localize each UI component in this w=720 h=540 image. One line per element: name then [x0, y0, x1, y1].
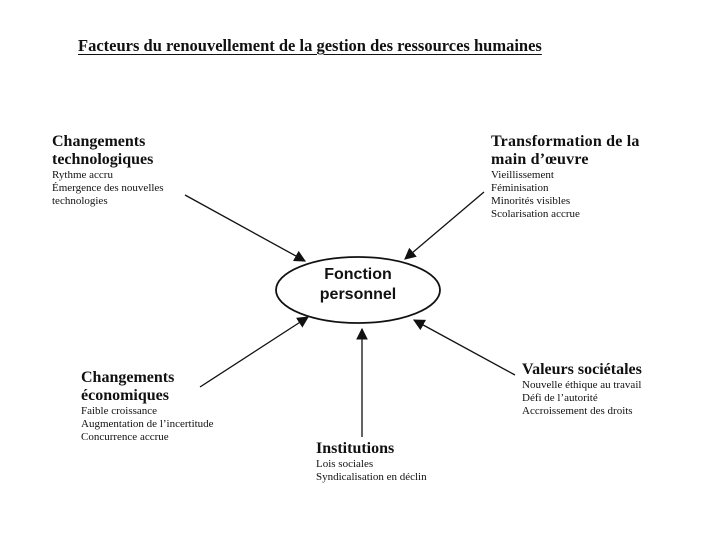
factor-item: Accroissement des droits: [522, 405, 633, 417]
factor-item: Lois sociales: [316, 458, 374, 470]
factor-item: technologies: [52, 195, 108, 207]
factor-institutions: [316, 440, 427, 484]
arrow-main-oeuvre: [405, 192, 484, 259]
factor-item: Vieillissement: [491, 169, 554, 181]
factor-changements-technologiques: [52, 133, 164, 208]
factor-valeurs-societales: [522, 361, 642, 418]
center-line-2: personnel: [319, 286, 397, 303]
arrow-valeurs: [414, 320, 515, 375]
factor-transformation-main-oeuvre: [491, 133, 640, 221]
factor-heading: Institutions: [316, 440, 395, 457]
factor-heading: Transformation de la: [491, 133, 640, 150]
center-label: [276, 265, 440, 305]
factor-heading: main d’œuvre: [491, 151, 589, 168]
diagram-title: Facteurs du renouvellement de la gestion des ressources humaines: [78, 36, 542, 55]
factor-heading: Changements: [81, 369, 175, 386]
factor-item: Augmentation de l’incertitude: [81, 418, 214, 430]
factor-item: Rythme accru: [52, 169, 113, 181]
arrow-tech: [185, 195, 305, 261]
factor-item: Féminisation: [491, 182, 549, 194]
factor-item: Défi de l’autorité: [522, 392, 598, 404]
factor-heading: Valeurs sociétales: [522, 361, 642, 378]
factor-item: Scolarisation accrue: [491, 208, 580, 220]
factor-item: Faible croissance: [81, 405, 158, 417]
factor-heading: technologiques: [52, 151, 154, 168]
factor-item: Concurrence accrue: [81, 431, 169, 443]
factor-item: Syndicalisation en déclin: [316, 471, 427, 483]
factor-item: Émergence des nouvelles: [52, 182, 164, 194]
factor-heading: Changements: [52, 133, 146, 150]
factor-item: Minorités visibles: [491, 195, 571, 207]
factor-changements-economiques: [81, 369, 214, 444]
factor-item: Nouvelle éthique au travail: [522, 379, 642, 391]
arrow-eco: [200, 317, 308, 387]
center-line-1: Fonction: [324, 266, 392, 283]
factor-heading: économiques: [81, 387, 169, 404]
